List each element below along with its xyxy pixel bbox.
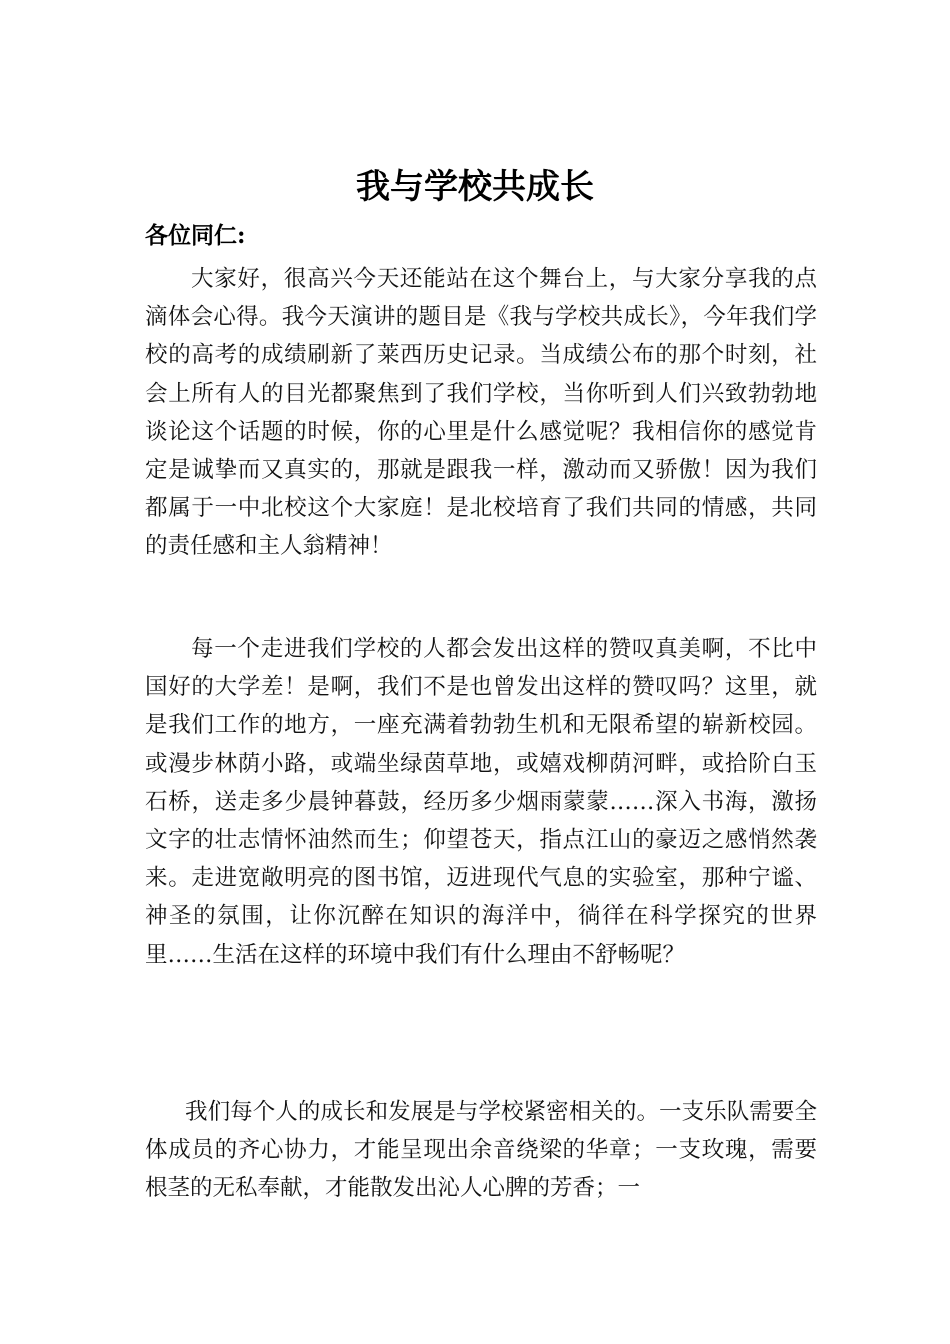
paragraph-3: 我们每个人的成长和发展是与学校紧密相关的。一支乐队需要全体成员的齐心协力，才能呈现出余音绕梁的华章；一支玫瑰，需要根茎的无私奉献，才能散发出沁人心脾的芳香；一: [145, 1099, 817, 1202]
paragraph-2: 每一个走进我们学校的人都会发出这样的赞叹真美啊，不比中国好的大学差！是啊，我们不是也曾发出这样的赞叹吗？这里，就是我们工作的地方，一座充满着勃勃生机和无限希望的崭新校园。或漫步林荫小路，或端坐绿茵草地，或嬉戏柳荫河畔，或拾阶白玉石桥，送走多少晨钟暮鼓，经历多少烟雨蒙蒙……深入书海，激扬文字的壮志情怀油然而生；仰望苍天，指点江山的豪迈之感悄然袭来。走进宽敞明亮的图书馆，迈进现代气息的实验室，那种宁谧、神圣的氛围，让你沉醉在知识的海洋中，徜徉在科学探究的世界里……生活在这样的环境中我们有什么理由不舒畅呢？: [145, 636, 817, 968]
paragraph-1: 大家好，很高兴今天还能站在这个舞台上，与大家分享我的点滴体会心得。我今天演讲的题目是《我与学校共成长》，今年我们学校的高考的成绩刷新了莱西历史记录。当成绩公布的那个时刻，社会上所有人的目光都聚焦到了我们学校，当你听到人们兴致勃勃地谈论这个话题的时候，你的心里是什么感觉呢？我相信你的感觉肯定是诚挚而又真实的，那就是跟我一样，激动而又骄傲！因为我们都属于一中北校这个大家庭！是北校培育了我们共同的情感，共同的责任感和主人翁精神！: [145, 266, 817, 560]
salutation: 各位同仁:: [145, 222, 246, 249]
document-title: 我与学校共成长: [356, 167, 594, 207]
